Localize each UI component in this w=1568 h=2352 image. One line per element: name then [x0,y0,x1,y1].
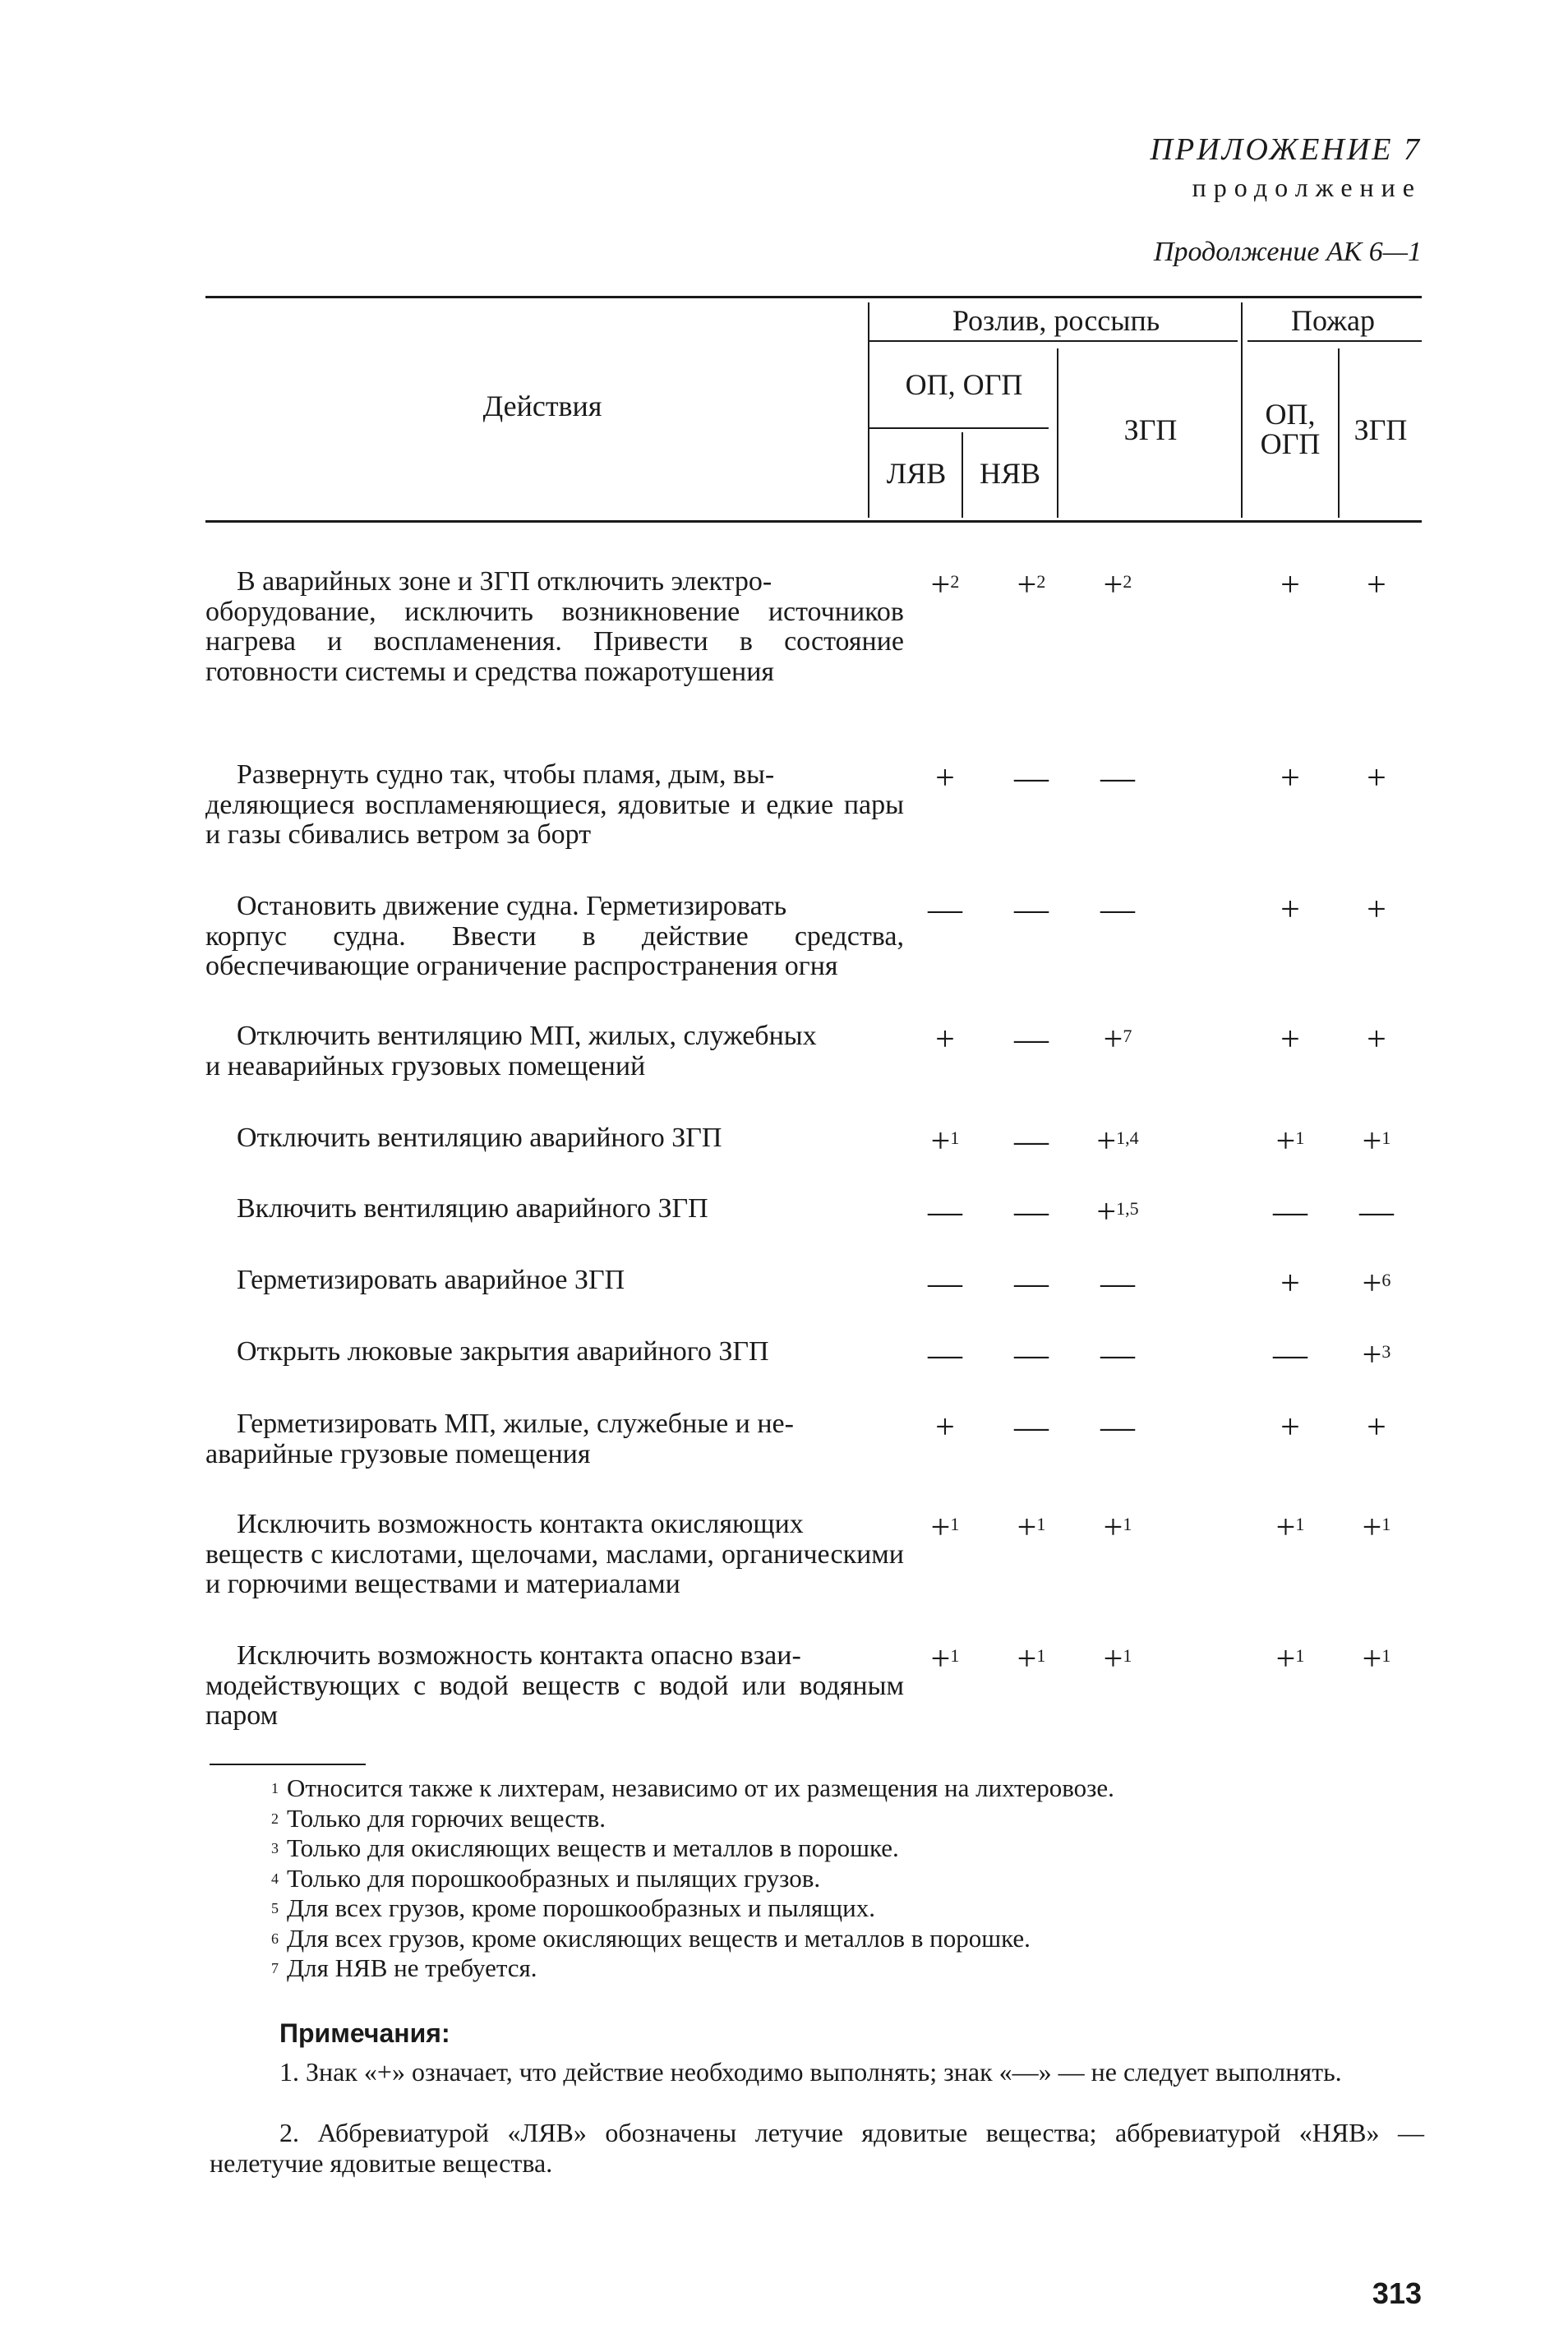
mark-r10-c3: +$^1$ [1103,1509,1132,1547]
header-fire-op-line2: ОГП [1260,427,1321,460]
table-header-bottom-rule [205,520,1422,523]
mark-r5-c5: +$^1$ [1362,1123,1391,1160]
mark-r7-c3: — [1100,1265,1135,1303]
mark-r8-c1: — [928,1336,962,1374]
op-ogp-sub-rule [869,427,1049,429]
mark-r6-c5: — [1359,1193,1394,1231]
mark-r1-c2: +$^2$ [1017,566,1046,604]
footnote-7: $^7$ Для НЯВ не требуется. [271,1953,537,1982]
mark-r6-c3: +$^{1,5}$ [1096,1193,1139,1231]
mark-r2-c2: — [1014,759,1049,797]
header-nyav: НЯВ [979,457,1041,490]
header-op-ogp: ОП, ОГП [905,368,1023,401]
mark-r6-c1: — [928,1193,962,1231]
page-number: 313 [1372,2276,1422,2310]
mark-r5-c1: +$^1$ [930,1123,960,1160]
mark-r8-c2: — [1014,1336,1049,1374]
row-1-action: В аварийных зоне и ЗГП отключить электро- оборудование, исключить возникновение источников нагрева и воспламенения. Привести в состояние готовности системы и средства пожаротушения [205,566,904,687]
mark-r7-c1: — [928,1265,962,1303]
footnotes [271,1773,1114,1984]
mark-r10-c2: +$^1$ [1017,1509,1046,1547]
header-fire-zgp: ЗГП [1354,413,1408,446]
mark-r3-c3: — [1100,891,1135,929]
mark-r9-c2: — [1014,1409,1049,1446]
mark-r2-c1: + [935,759,955,797]
mark-r5-c3: +$^{1,4}$ [1096,1123,1139,1160]
row-2-action: Развернуть судно так, чтобы пламя, дым, вы- деляющиеся воспламеняющиеся, ядовитые и едкие пары и газы сбивались ветром за борт [205,759,904,850]
mark-r6-c4: — [1273,1193,1307,1231]
mark-r3-c5: + [1367,891,1386,929]
mark-r5-c4: +$^1$ [1275,1123,1305,1160]
appendix-title: ПРИЛОЖЕНИЕ 7 [1150,132,1422,167]
row-8-action: Открыть люковые закрытия аварийного ЗГП [237,1336,769,1367]
mark-r11-c2: +$^1$ [1017,1640,1046,1678]
footnote-2: $^2$ Только для горючих веществ. [271,1803,606,1833]
mark-r3-c4: + [1280,891,1300,929]
appendix-subtitle: продолжение [1192,173,1422,202]
mark-r1-c3: +$^2$ [1103,566,1132,604]
footnote-6: $^6$ Для всех грузов, кроме окисляющих веществ и металлов в порошке. [271,1923,1031,1953]
mark-r1-c5: + [1367,566,1386,604]
note-1: 1. Знак «+» означает, что действие необходимо выполнять; знак «—» — не следует выполнять. [279,2057,1342,2087]
mark-r11-c5: +$^1$ [1362,1640,1391,1678]
mark-r4-c2: — [1014,1021,1049,1058]
header-spill: Розлив, россыпь [952,304,1160,337]
mark-r3-c2: — [1014,891,1049,929]
notes-title: Примечания: [279,2018,450,2048]
mark-r2-c4: + [1280,759,1300,797]
mark-r7-c2: — [1014,1265,1049,1303]
row-7-action: Герметизировать аварийное ЗГП [237,1265,625,1295]
footnote-3: $^3$ Только для окисляющих веществ и металлов в порошке. [271,1833,899,1862]
row-10-action: Исключить возможность контакта окисляющих веществ с кислотами, щелочами, маслами, органическими и горючими веществами и материалами [205,1509,904,1599]
mark-r10-c4: +$^1$ [1275,1509,1305,1547]
mark-r9-c4: + [1280,1409,1300,1446]
note-2: 2. Аббревиатурой «ЛЯВ» обозначены летучие ядовитые вещества; аббревиатурой «НЯВ» — нелетучие ядовитые вещества. [210,2118,1424,2178]
row-6-action: Включить вентиляцию аварийного ЗГП [237,1193,708,1224]
mark-r11-c1: +$^1$ [930,1640,960,1678]
header-fire: Пожар [1291,304,1375,337]
row-9-action: Герметизировать МП, жилые, служебные и не- аварийные грузовые помещения [205,1409,794,1469]
header-zgp: ЗГП [1123,413,1178,446]
header-lyav: ЛЯВ [886,457,947,490]
mark-r10-c5: +$^1$ [1362,1509,1391,1547]
mark-r2-c3: — [1100,759,1135,797]
mark-r6-c2: — [1014,1193,1049,1231]
table-top-rule [205,296,1422,298]
mark-r11-c3: +$^1$ [1103,1640,1132,1678]
mark-r11-c4: +$^1$ [1275,1640,1305,1678]
spill-group-rule [869,340,1238,342]
actions-column-divider [868,302,869,518]
mark-r8-c4: — [1273,1336,1307,1374]
row-11-action: Исключить возможность контакта опасно взаи- модействующих с водой веществ с водой или водяным паром [205,1640,904,1731]
mark-r3-c1: — [928,891,962,929]
header-actions: Действия [482,390,602,422]
mark-r10-c1: +$^1$ [930,1509,960,1547]
mark-r8-c5: +$^3$ [1362,1336,1391,1374]
row-5-action: Отключить вентиляцию аварийного ЗГП [237,1123,722,1153]
mark-r1-c4: + [1280,566,1300,604]
mark-r7-c4: + [1280,1265,1300,1303]
footnote-5: $^5$ Для всех грузов, кроме порошкообразных и пылящих. [271,1893,876,1922]
row-4-action: Отключить вентиляцию МП, жилых, служебных и неаварийных грузовых помещений [205,1021,817,1081]
mark-r4-c1: + [935,1021,955,1058]
table-continuation-label: Продолжение АК 6—1 [1153,237,1422,267]
mark-r9-c3: — [1100,1409,1135,1446]
footnote-rule [210,1764,366,1765]
mark-r1-c1: +$^2$ [930,566,960,604]
mark-r9-c1: + [935,1409,955,1446]
mark-r4-c4: + [1280,1021,1300,1058]
fire-group-rule [1247,340,1422,342]
mark-r5-c2: — [1014,1123,1049,1160]
mark-r4-c3: +$^7$ [1103,1021,1132,1058]
mark-r7-c5: +$^6$ [1362,1265,1391,1303]
mark-r9-c5: + [1367,1409,1386,1446]
row-3-action: Остановить движение судна. Герметизировать корпус судна. Ввести в действие средства, обеспечивающие ограничение распространения огня [205,891,904,981]
mark-r8-c3: — [1100,1336,1135,1374]
mark-r2-c5: + [1367,759,1386,797]
mark-r4-c5: + [1367,1021,1386,1058]
op-zgp-divider [1057,348,1058,518]
header-fire-op-line1: ОП, [1265,398,1316,431]
footnote-4: $^4$ Только для порошкообразных и пылящих грузов. [271,1863,821,1893]
footnote-1: $^1$ Относится также к лихтерам, независимо от их размещения на лихтеровозе. [271,1773,1114,1802]
